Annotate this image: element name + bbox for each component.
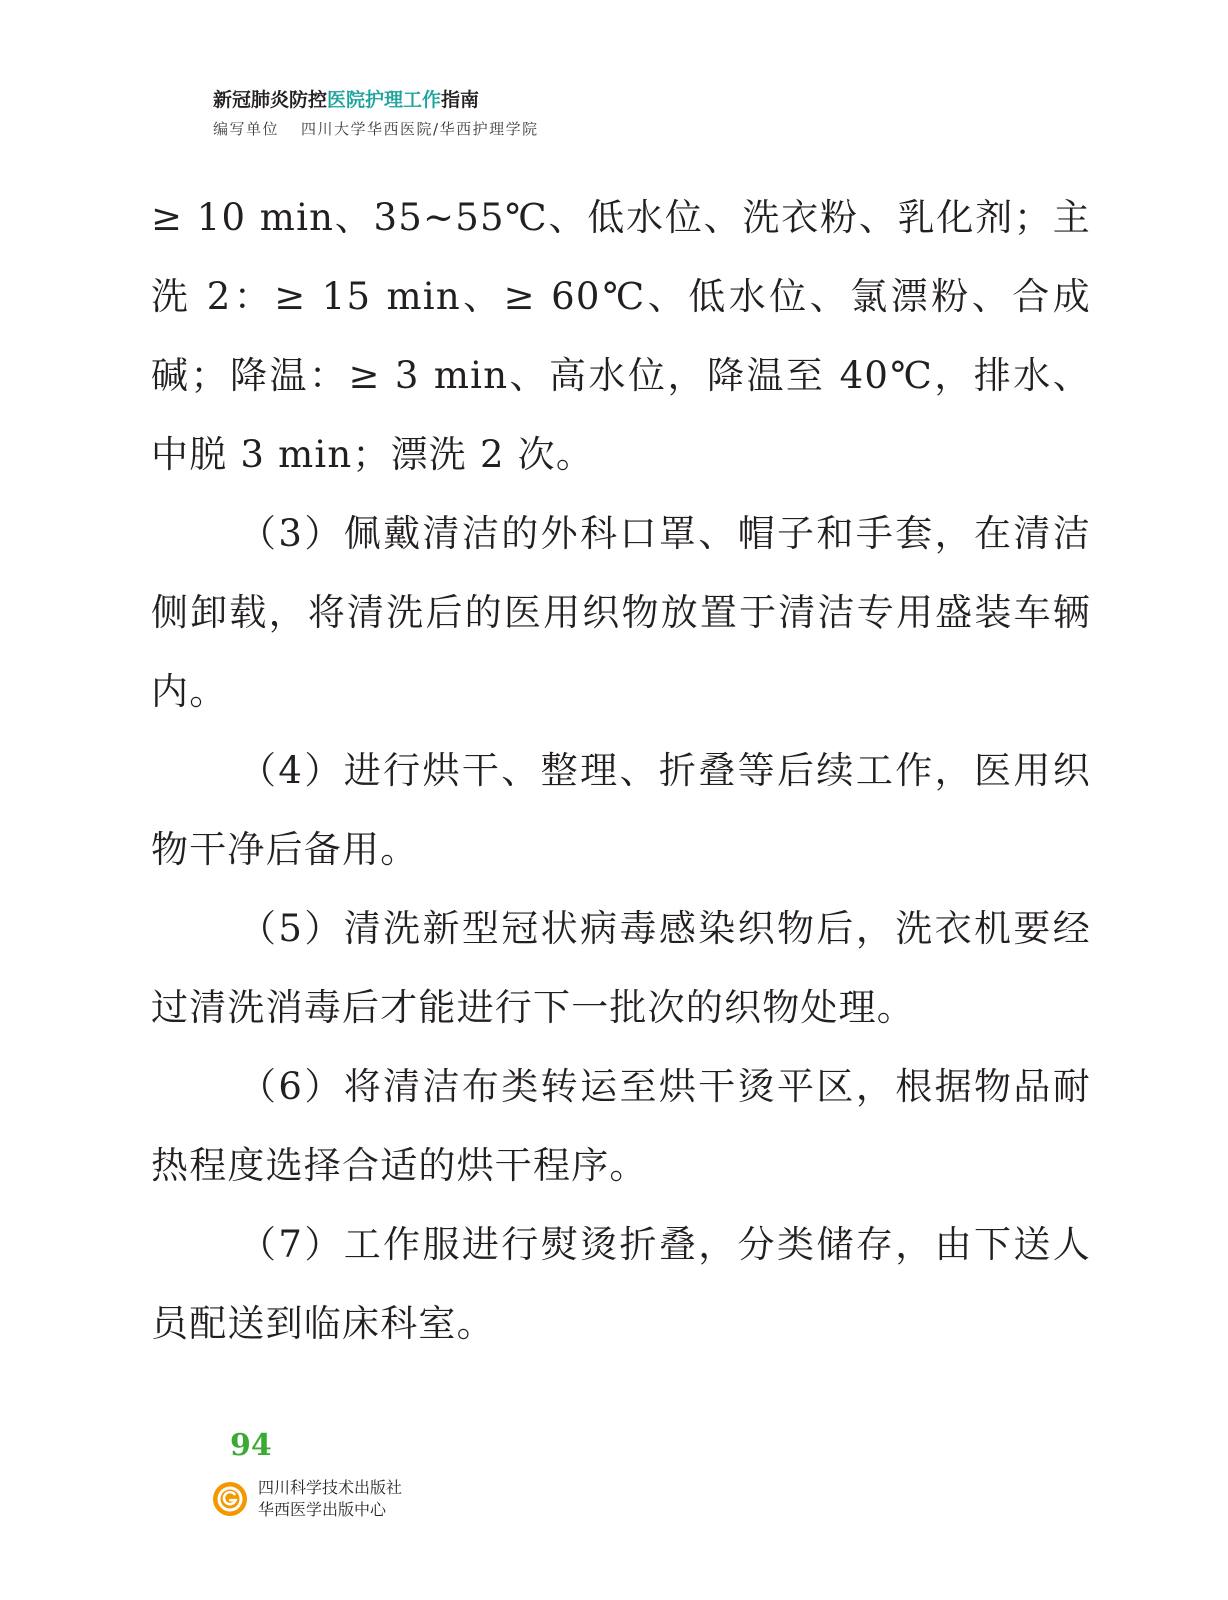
- running-header: [213, 88, 539, 139]
- book-title: [213, 88, 539, 112]
- paragraph-step-4: （4）进行烘干、整理、折叠等后续工作，医用织物干净后备用。: [151, 749, 1091, 871]
- page-number: 94: [230, 1428, 272, 1463]
- editor-label: 编写单位: [213, 120, 280, 138]
- publisher-logo-icon: [212, 1481, 248, 1517]
- publisher-block: [212, 1477, 402, 1521]
- paragraph-step-5: （5）清洗新型冠状病毒感染织物后，洗衣机要经过清洗消毒后才能进行下一批次的织物处理。: [151, 907, 1091, 1029]
- paragraph-step-7: （7）工作服进行熨烫折叠，分类储存，由下送人员配送到临床科室。: [151, 1223, 1091, 1345]
- body-text: [151, 178, 1091, 1363]
- publisher-name: 四川科学技术出版社: [258, 1478, 403, 1497]
- editor-line: [213, 119, 539, 139]
- publisher-division: 华西医学出版中心: [258, 1500, 387, 1519]
- paragraph-continued: ≥ 10 min、35~55℃、低水位、洗衣粉、乳化剂；主洗 2：≥ 15 min、≥ 60℃、低水位、氯漂粉、合成碱；降温：≥ 3 min、高水位，降温至 40℃，排水、中脱 3 min；漂洗 2 次。: [151, 196, 1091, 476]
- book-title-prefix: 新冠肺炎防控: [213, 89, 328, 111]
- paragraph-step-6: （6）将清洁布类转运至烘干烫平区，根据物品耐热程度选择合适的烘干程序。: [151, 1065, 1091, 1187]
- book-title-suffix: 指南: [441, 89, 480, 111]
- editor-value: 四川大学华西医院/华西护理学院: [301, 120, 539, 138]
- book-title-accent: 医院护理工作: [327, 89, 442, 111]
- paragraph-step-3: （3）佩戴清洁的外科口罩、帽子和手套，在清洁侧卸载，将清洗后的医用织物放置于清洁专用盛装车辆内。: [151, 512, 1091, 713]
